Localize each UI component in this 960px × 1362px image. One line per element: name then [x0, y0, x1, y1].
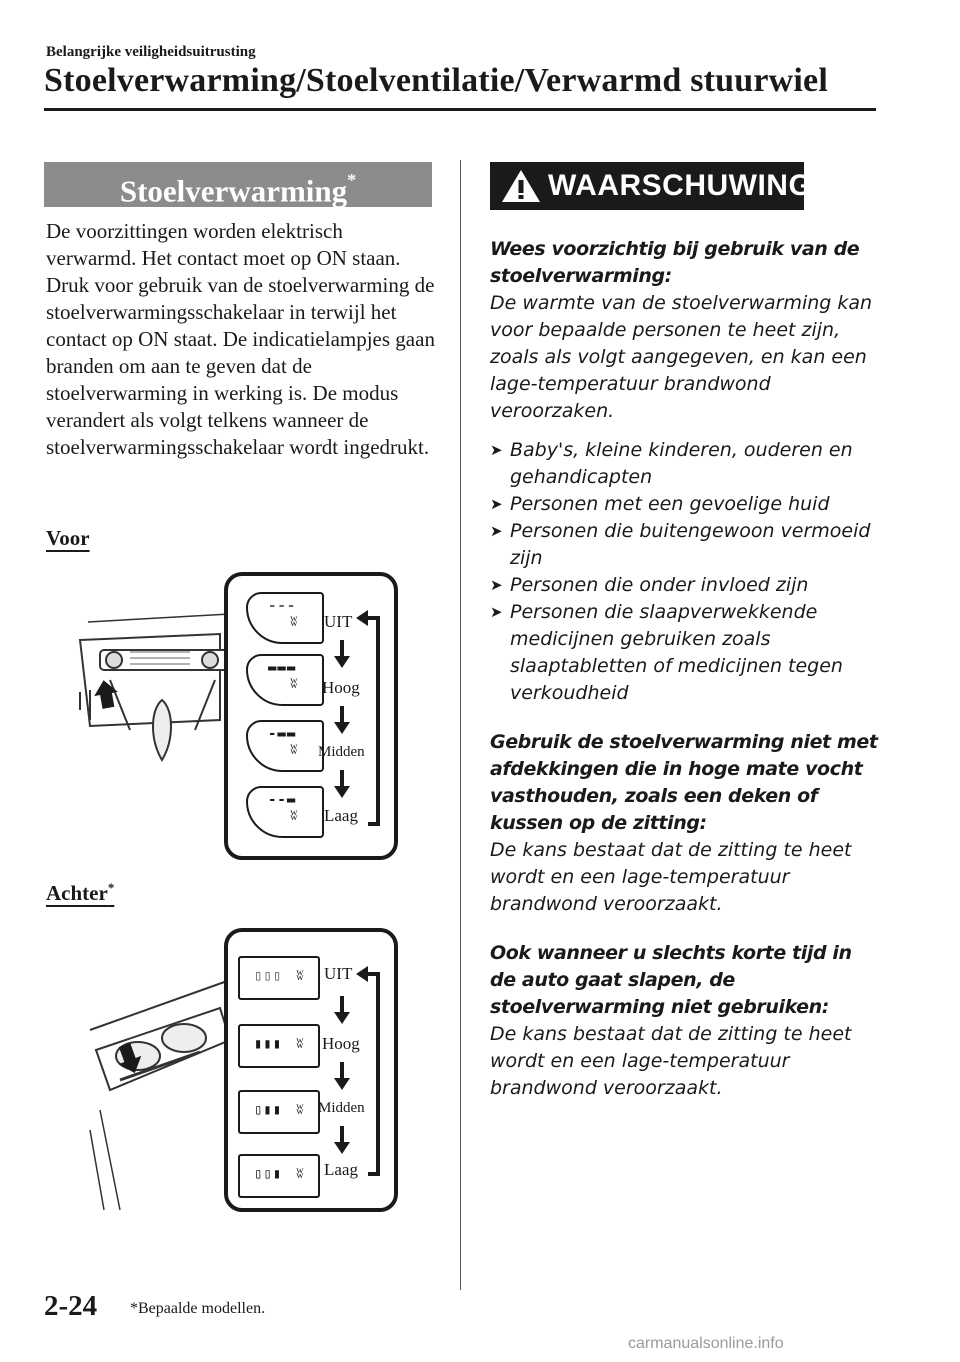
- seat-heater-icon: ʬ: [290, 742, 298, 758]
- front-mode-low: Laag: [324, 806, 358, 825]
- front-switch-mid: [246, 720, 324, 772]
- seat-heater-icon: ʬ: [296, 1036, 304, 1052]
- rear-label: Achter: [46, 881, 108, 905]
- rear-console-illustration: [80, 960, 240, 1210]
- warning-heading-3: Ook wanneer u slechts korte tijd in de auto gaat slapen, de stoelverwarming niet gebruiken:: [490, 942, 852, 1018]
- intro-text: De voorzittingen worden elektrisch verwarmd. Het contact moet op ON staan. Druk voor gebruik van de stoelverwarming de stoelverwarmingsschakelaar in terwijl het contact op ON staat. De indicatielampjes gaan branden om aan te geven dat de stoelverwarming in werking is. De modus verandert als volgt telkens wanneer de stoelverwarmingsschakelaar wordt ingedrukt.: [46, 219, 435, 459]
- section-banner: [44, 162, 432, 207]
- warning-heading-1: Wees voorzichtig bij gebruik van de stoelverwarming:: [490, 238, 860, 287]
- watermark: carmanualsonline.info: [628, 1335, 784, 1352]
- rear-switch-low: [238, 1154, 320, 1198]
- seat-heater-icon: ʬ: [290, 676, 298, 692]
- seat-heater-icon: ʬ: [296, 968, 304, 984]
- front-mode-off: UIT: [324, 612, 353, 631]
- list-item: ➤ Personen die slaapverwekkende medicijnen gebruiken zoals slaaptabletten of medicijnen tegen verkoudheid: [490, 599, 880, 707]
- rear-footnote-mark: *: [107, 880, 115, 895]
- rear-mode-mid: Midden: [318, 1100, 365, 1116]
- front-label: Voor: [46, 526, 90, 550]
- front-indicator-off: ---: [268, 598, 297, 614]
- rear-mode-off: UIT: [324, 964, 353, 983]
- front-indicator-low: --▬: [268, 792, 297, 808]
- front-cycle-arrows: [328, 606, 388, 836]
- seat-heater-icon: ʬ: [290, 614, 298, 630]
- intro-paragraph: [46, 218, 438, 461]
- list-item: ➤ Personen die buitengewoon vermoeid zijn: [490, 518, 880, 572]
- warning-banner: [490, 162, 813, 210]
- rear-switch-panel: [224, 928, 398, 1212]
- front-switch-off: [246, 592, 324, 644]
- rear-mode-high: Hoog: [322, 1034, 360, 1053]
- warning-text-1: De warmte van de stoelverwarming kan voor bepaalde personen te heet zijn, zoals als volgt aangegeven, en kan een lage-temperatuur brandwond veroorzaken.: [490, 292, 873, 422]
- rear-indicator-high: ▮▮▮: [254, 1036, 283, 1052]
- warning-text-2: De kans bestaat dat de zitting te heet wordt en een lage-temperatuur brandwond veroorzaakt.: [490, 839, 852, 915]
- front-console-illustration: [70, 600, 240, 780]
- front-mode-mid: Midden: [318, 744, 365, 760]
- warning-triangle-icon: [500, 168, 542, 204]
- front-indicator-high: ▬▬▬: [268, 660, 297, 676]
- banner-title: Stoelverwarming: [119, 173, 348, 209]
- rear-switch-high: [238, 1024, 320, 1068]
- front-switch-low: [246, 786, 324, 838]
- page-title: Stoelverwarming/Stoelventilatie/Verwarmd stuurwiel: [44, 62, 828, 99]
- list-item: ➤ Personen die onder invloed zijn: [490, 572, 880, 599]
- front-switch-high: [246, 654, 324, 706]
- front-mode-high: Hoog: [322, 678, 360, 697]
- heading-rule: [44, 108, 876, 111]
- rear-subheading: [46, 880, 114, 906]
- warning-bullet-list: [490, 437, 880, 707]
- rear-indicator-mid: ▯▮▮: [254, 1102, 283, 1118]
- rear-switch-mid: [238, 1090, 320, 1134]
- front-indicator-mid: -▬▬: [268, 726, 297, 742]
- list-item: ➤ Baby's, kleine kinderen, ouderen en gehandicapten: [490, 437, 880, 491]
- rear-cycle-arrows: [328, 962, 388, 1192]
- column-divider: [460, 160, 461, 1290]
- page-number: 2-24: [44, 1290, 98, 1322]
- seat-heater-icon: ʬ: [296, 1102, 304, 1118]
- warning-body: [490, 236, 880, 1102]
- warning-title: WAARSCHUWING: [548, 169, 813, 202]
- section-label: Belangrijke veiligheidsuitrusting: [46, 44, 256, 60]
- rear-indicator-off: ▯▯▯: [254, 968, 283, 984]
- list-item: ➤ Personen met een gevoelige huid: [490, 491, 880, 518]
- rear-indicator-low: ▯▯▮: [254, 1166, 283, 1182]
- banner-footnote-mark: *: [347, 170, 357, 190]
- seat-heater-icon: ʬ: [296, 1166, 304, 1182]
- rear-mode-low: Laag: [324, 1160, 358, 1179]
- front-subheading: [46, 526, 90, 551]
- warning-heading-2: Gebruik de stoelverwarming niet met afdekkingen die in hoge mate vocht vasthouden, zoals een deken of kussen op de zitting:: [490, 731, 878, 834]
- footnote: *Bepaalde modellen.: [130, 1300, 266, 1317]
- warning-text-3: De kans bestaat dat de zitting te heet wordt en een lage-temperatuur brandwond veroorzaakt.: [490, 1023, 852, 1099]
- front-switch-panel: [224, 572, 398, 860]
- rear-switch-off: [238, 956, 320, 1000]
- seat-heater-icon: ʬ: [290, 808, 298, 824]
